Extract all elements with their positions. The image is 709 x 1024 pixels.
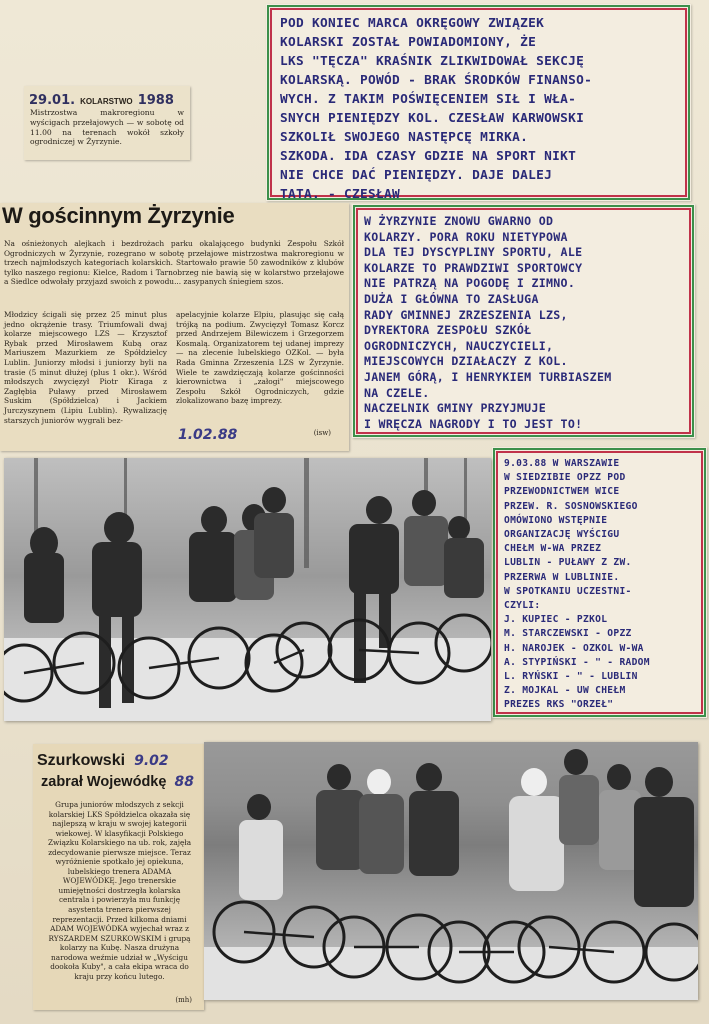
- clipping-bottom-headline-line1: Szurkowski: [37, 752, 126, 769]
- clipping-small-date: 29.01.: [29, 93, 76, 108]
- clipping-bottom-headline-line2: zabrał Wojewódkę: [41, 774, 167, 790]
- note-top-text: POD KONIEC MARCA OKRĘGOWY ZWIĄZEK KOLARSKI ZOSTAŁ POWIADOMIONY, ŻE LKS "TĘCZA" KRAŚNIK ZLIKWIDOWAŁ SEKCJĘ KOLARSKĄ. POWÓD - BRAK ŚRODKÓW FINANSO- WYCH. Z TAKIM POŚWIĘCENIEM SIŁ I WŁA- SNYCH PIENIĘDZY KOL. CZESŁAW KARWOWSKI SZKOLIŁ SWOJEGO NASTĘPCĘ MIRKA. SZKODA. IDA CZASY GDZIE NA SPORT NIKT NIE CHCE DAĆ PIENIĘDZY. DAJE DALEJ TATA. - CZESŁAW: [280, 16, 593, 201]
- clipping-small: [24, 86, 190, 160]
- clipping-small-header: [29, 89, 174, 108]
- clipping-bottom-pen-year: 88: [174, 774, 195, 790]
- clipping-main: [0, 203, 349, 451]
- photo-cyclists-start-image: [4, 458, 491, 721]
- handwritten-note-top: [266, 4, 691, 201]
- clipping-bottom-byline: (mh): [175, 996, 192, 1004]
- photo-cyclists-group: [204, 742, 698, 1000]
- clipping-main-headline: W gościnnym Żyrzynie: [2, 203, 235, 228]
- photo-cyclists-start: [4, 458, 491, 721]
- clipping-main-column-1: Młodzicy ścigali się przez 25 minut plus jedno okrążenie trasy. Triumfowali dwaj kolarze miejscowego LZS — Krzysztof Rybak przed Mirosławem Kubą oraz Mariuszem Mazurkiem ze Spółdzielcy Lublin. Juniorzy młodsi i juniorzy byli na trasie (5 minut dłużej (plus 1 okr.). Wśród młodszych zwycięzył Piotr Kiraga z Zagłębia Puławy przed Mirosławem Suskim (Spółdzielca) i Jackiem Jurczyszynem (Lipiu Lublin). Rywalizację starszych juniorów wygrali bez-: [4, 310, 167, 425]
- clipping-small-year: 1988: [137, 93, 174, 108]
- clipping-small-body: Mistrzostwa makroregionu w wyścigach przełajowych — w sobotę od 11.00 na terenach wokół szkoły ogrodniczej w Żyrzynie.: [30, 108, 184, 147]
- clipping-main-column-2: apelacyjnie kolarze Elpiu, plasując się całą trójką na podium. Zwycięzył Tomasz Korcz przed Andrzejem Bilewiczem i Grzegorzem Kosmalą. Organizatorem tej udanej imprezy — na zlecenie lubelskiego OZKol. — była Rada Gminna Zrzeszenia LZS w Żyrzynie. Wiele te zawdzięczają kolarze gościnności kierownictwa i „załogi" miejscowego Zespołu Szkół Ogrodniczych, gdzie zlokalizowano bazę imprezy.: [176, 310, 344, 406]
- clipping-main-intro: Na ośnieżonych alejkach i bezdrożach parku okalającego budynki Zespołu Szkół Ogrodniczych w Żyrzynie, rozegrano w sobotę przełajowe mistrzostwa makroregionu w trzech najmłodszych kategoriach kolarskich. Startowało prawie 50 zawodników z klubów tylko naszego regionu: Kielce, Radom i Tarnobrzeg nie bawią się w kolarstwo przełajowe a Siedlce odwołały przyjazd swoich z powodu... zasypanych śniegiem szos.: [4, 239, 344, 287]
- photo-cyclists-group-image: [204, 742, 698, 1000]
- clipping-small-section: KOLARSTWO: [80, 97, 133, 106]
- clipping-bottom-headline-row2: [41, 771, 194, 790]
- clipping-bottom: [33, 744, 204, 1010]
- note-middle-text: W ŻYRZYNIE ZNOWU GWARNO OD KOLARZY. PORA ROKU NIETYPOWA DLA TEJ DYSCYPLINY SPORTU, ALE KOLARZE TO PRAWDZIWI SPORTOWCY NIE PATRZĄ NA POGODĘ I ZIMNO. DUŻA I GŁÓWNA TO ZASŁUGA RADY GMINNEJ ZRZESZENIA LZS, DYREKTORA ZESPOŁU SZKÓŁ OGRODNICZYCH, NAUCZYCIELI, MIEJSCOWYCH DZIAŁACZY Z KOL. JANEM GÓRĄ, I HENRYKIEM TURBIASZEM NA CZELE. NACZELNIK GMINY PRZYJMUJE I WRĘCZA NAGRODY I TO JEST TO!: [364, 214, 612, 431]
- clipping-main-pen-date: 1.02.88: [178, 427, 238, 443]
- clipping-bottom-pen-date: 9.02: [134, 753, 169, 769]
- note-right-text: 9.03.88 W WARSZAWIE W SIEDZIBIE OPZZ POD PRZEWODNICTWEM WICE PRZEW. R. SOSNOWSKIEGO OMÓWIONO WSTĘPNIE ORGANIZACJĘ WYŚCIGU CHEŁM W-WA PRZEZ LUBLIN - PUŁAWY Z ZW. PRZERWA W LUBLINIE. W SPOTKANIU UCZESTNI- CZYLI: J. KUPIEC - PZKOL M. STARCZEWSKI - OPZZ H. NAROJEK - OZKOL W-WA A. STYPIŃSKI - " - RADOM L. RYŃSKI - " - LUBLIN Z. MOJKAL - UW CHEŁM PREZES RKS "ORZEŁ": [504, 458, 650, 711]
- handwritten-note-right: [492, 447, 707, 718]
- clipping-bottom-body: Grupa juniorów młodszych z sekcji kolarskiej LKS Spółdzielca okazała się najlepszą w kraju w swojej kategorii wiekowej. W klasyfikacji Polskiego Związku Kolarskiego na ub. rok, zajęła zdecydowanie pierwsze miejsce. Teraz wyróżnienie spotkało jej opiekuna, lubelskiego trenera ADAMA WOJEWÓDKĘ. Jego trenerskie umiejętności dostrzegła kolarska centrala i powierzyła mu funkcję asystenta trenera pierwszej reprezentacji. Przed kilkoma dniami ADAM WOJEWÓDKA wyjechał wraz z RYSZARDEM SZURKOWSKIM i grupą kolarzy na Kubę. Nasza drużyna narodowa weźmie udział w „Wyścigu dookoła Kuby", a cała ekipa wraca do kraju przy końcu lutego.: [47, 800, 192, 981]
- clipping-bottom-headline: [37, 750, 169, 770]
- clipping-main-byline: (isw): [313, 429, 331, 437]
- handwritten-note-middle: [352, 204, 695, 438]
